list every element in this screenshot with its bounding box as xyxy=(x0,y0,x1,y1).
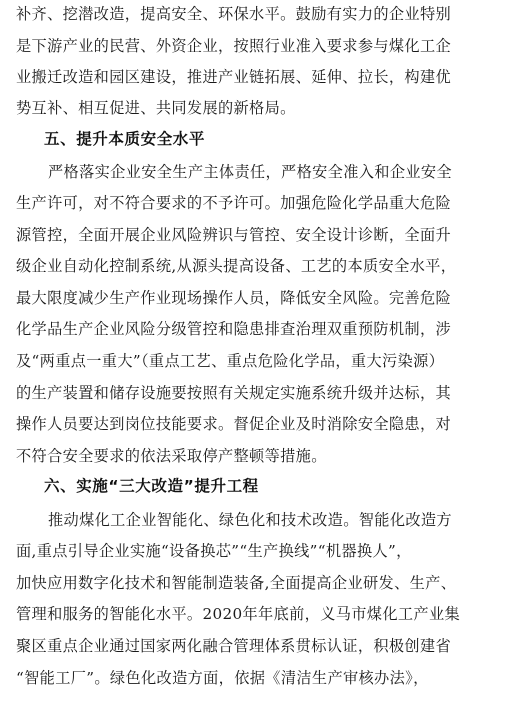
paragraph-line: 级企业自动化控制系统,从源头提高设备、工艺的本质安全水平， xyxy=(16,257,457,275)
paragraph-line: 势互补、相互促进、共同发展的新格局。 xyxy=(16,99,296,117)
paragraph-line: 推动煤化工企业智能化、绿色化和技术改造。智能化改造方 xyxy=(48,511,452,529)
paragraph-line: 生产许可，对不符合要求的不予许可。加强危险化学品重大危险 xyxy=(16,194,452,212)
paragraph-line: 源管控，全面开展企业风险辨识与管控、安全设计诊断，全面升 xyxy=(16,226,452,244)
paragraph-line: 加快应用数字化技术和智能制造装备,全面提高企业研发、生产、 xyxy=(16,574,457,592)
paragraph-line: 化学品生产企业风险分级管控和隐患排查治理双重预防机制，涉 xyxy=(16,320,452,338)
section-heading-6: 六、实施“三大改造”提升工程 xyxy=(44,477,259,495)
paragraph-line: 操作人员要达到岗位技能要求。督促企业及时消除安全隐患，对 xyxy=(16,415,452,433)
paragraph-line: 不符合安全要求的依法采取停产整顿等措施。 xyxy=(16,447,327,465)
paragraph-line: 最大限度减少生产作业现场操作人员，降低安全风险。完善危险 xyxy=(16,289,452,307)
paragraph-line: 的生产装置和储存设施要按照有关规定实施系统升级并达标，其 xyxy=(16,384,452,402)
paragraph-line: 聚区重点企业通过国家两化融合管理体系贯标认证，积极创建省 xyxy=(16,637,452,655)
paragraph-line: 严格落实企业安全生产主体责任，严格安全准入和企业安全 xyxy=(48,163,452,181)
paragraph-line: 面,重点引导企业实施“设备换芯”“生产换线”“机器换人”， xyxy=(16,542,412,560)
section-heading-5: 五、提升本质安全水平 xyxy=(44,130,206,148)
paragraph-line: “智能工厂”。绿色化改造方面，依据《清洁生产审核办法》， xyxy=(16,669,429,687)
paragraph-line: 补齐、挖潜改造，提高安全、环保水平。鼓励有实力的企业特别 xyxy=(16,5,452,23)
paragraph-line: 业搬迁改造和园区建设，推进产业链拓展、延伸、拉长，构建优 xyxy=(16,68,452,86)
paragraph-line: 及“两重点一重大”（重点工艺、重点危险化学品，重大污染源） xyxy=(16,352,445,370)
paragraph-line: 是下游产业的民营、外资企业，按照行业准入要求参与煤化工企 xyxy=(16,37,452,55)
paragraph-line: 管理和服务的智能化水平。2020年年底前，义马市煤化工产业集 xyxy=(16,605,461,623)
